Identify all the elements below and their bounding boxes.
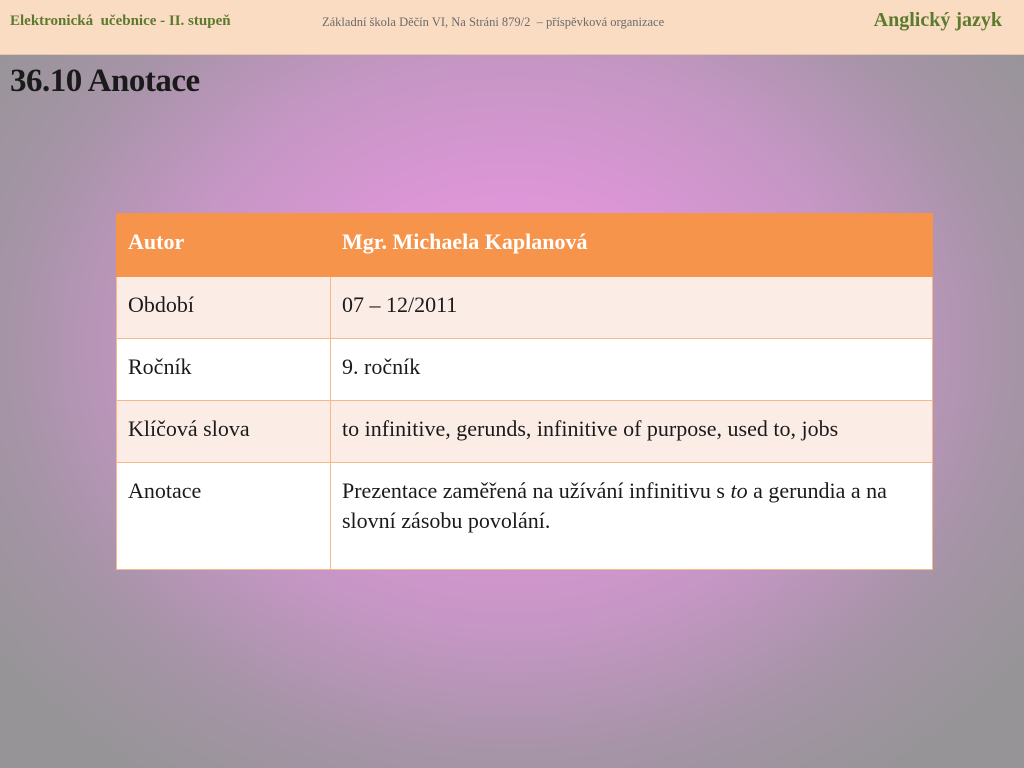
table-row [117, 401, 933, 463]
table-cell-label: Ročník [117, 339, 331, 401]
table-cell-label: Anotace [117, 463, 331, 570]
header-school-name: Základní škola Děčín VI, Na Stráni 879/2 – příspěvková organizace [322, 15, 665, 29]
annotation-table [116, 213, 933, 570]
header-subject: Anglický jazyk [873, 9, 1002, 31]
annotation-text-part: Prezentace zaměřená na užívání infinitivu s [342, 478, 731, 503]
table-cell-value: to infinitive, gerunds, infinitive of purpose, used to, jobs [331, 401, 933, 463]
table-cell-value: 07 – 12/2011 [331, 277, 933, 339]
table-cell-label: Období [117, 277, 331, 339]
table-cell-label: Autor [117, 214, 331, 277]
slide-header [0, 0, 1024, 55]
table-cell-label: Klíčová slova [117, 401, 331, 463]
table-cell-value: 9. ročník [331, 339, 933, 401]
table-cell-value [331, 463, 933, 570]
table-header-row [117, 214, 933, 277]
annotation-text-italic: to [730, 478, 748, 503]
table-row [117, 463, 933, 570]
annotation-text-part: a gerundia a na slovní zásobu povolání. [342, 478, 887, 533]
table-cell-value: Mgr. Michaela Kaplanová [331, 214, 933, 277]
page-title: 36.10 Anotace [10, 63, 200, 99]
table-row [117, 277, 933, 339]
table-row [117, 339, 933, 401]
header-series-label: Elektronická učebnice - II. stupeň [10, 13, 231, 29]
